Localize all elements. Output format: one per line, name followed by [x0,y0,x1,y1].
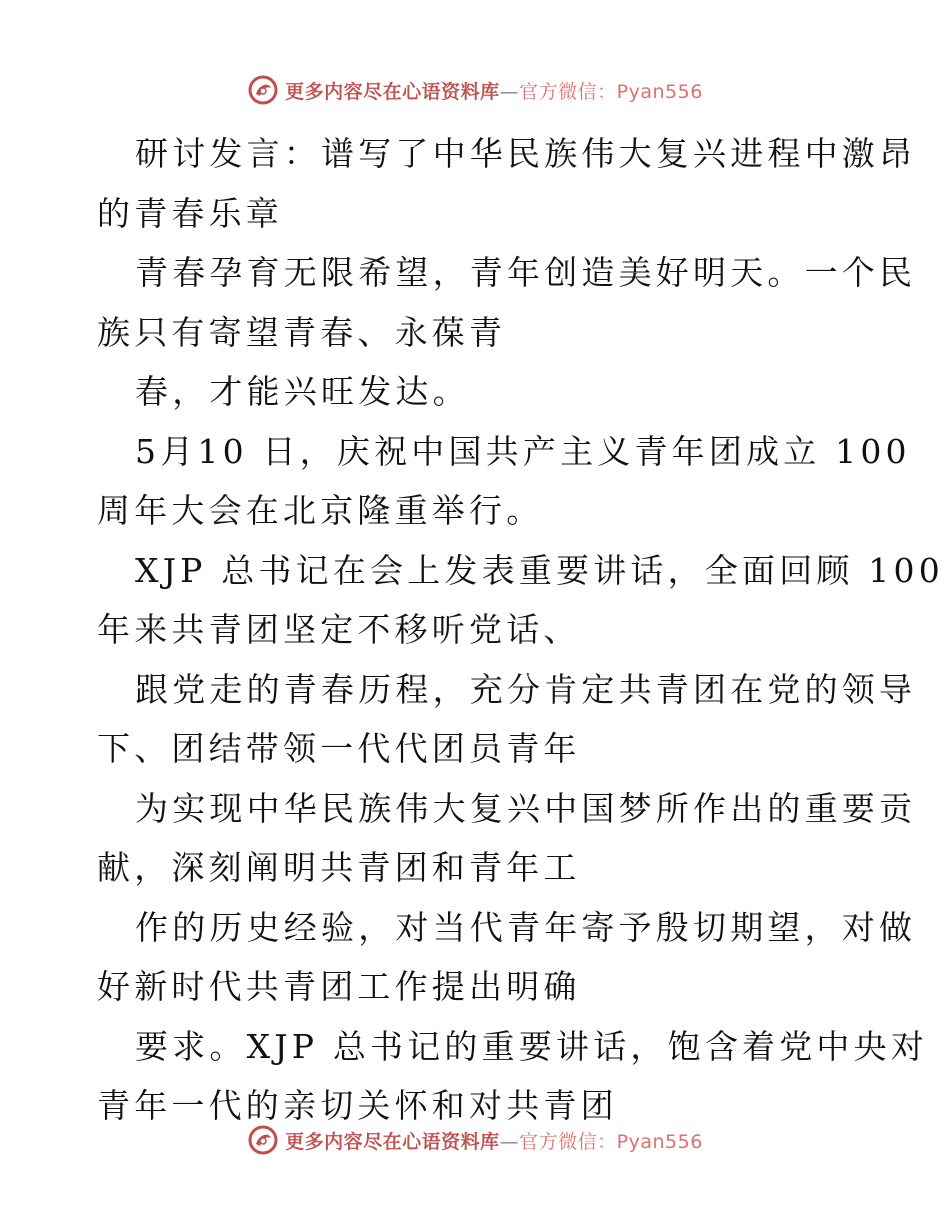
paragraph-line: 的青春乐章 [97,193,283,233]
paragraph-line: XJP 总书记在会上发表重要讲话，全面回顾 100 [135,550,944,590]
paragraph-line: 春，才能兴旺发达。 [135,372,470,411]
paragraph-line: 献，深刻阐明共青团和青年工 [97,848,581,887]
paragraph-line: 研讨发言：谱写了中华民族伟大复兴进程中激昂 [135,134,917,173]
paragraph-line: 族只有寄望青春、永葆青 [97,312,507,352]
paragraph-line: 年来共青团坚定不移听党话、 [97,610,581,649]
paragraph-line: 为实现中华民族伟大复兴中国梦所作出的重要贡 [135,788,917,828]
paragraph-line: 要求。XJP 总书记的重要讲话，饱含着党中央对 [135,1026,929,1066]
red-swirl-logo-icon [247,1124,279,1156]
paragraph-line: 5月10 日，庆祝中国共产主义青年团成立 100 [135,431,911,471]
header-watermark [0,70,950,110]
watermark-main-text: 更多内容尽在心语资料库 [285,1130,500,1153]
document-body [97,124,944,1136]
paragraph-line: 青年一代的亲切关怀和对共青团 [97,1086,618,1125]
watermark-wechat-text: 官方微信：Pyan556 [519,80,703,103]
paragraph-line: 好新时代共青团工作提出明确 [97,967,581,1006]
red-swirl-logo-icon [247,74,279,106]
watermark-main-text: 更多内容尽在心语资料库 [285,80,500,103]
paragraph-line: 作的历史经验，对当代青年寄予殷切期望，对做 [135,907,917,947]
paragraph-line: 周年大会在北京隆重举行。 [97,491,544,530]
paragraph-line: 青春孕育无限希望，青年创造美好明天。一个民 [135,253,917,292]
watermark-separator: — [499,1130,520,1153]
footer-watermark [0,1120,950,1160]
paragraph-line: 跟党走的青春历程，充分肯定共青团在党的领导 [135,669,917,709]
watermark-separator: — [499,80,520,103]
paragraph-line: 下、团结带领一代代团员青年 [97,729,581,768]
watermark-wechat-text: 官方微信：Pyan556 [519,1130,703,1153]
